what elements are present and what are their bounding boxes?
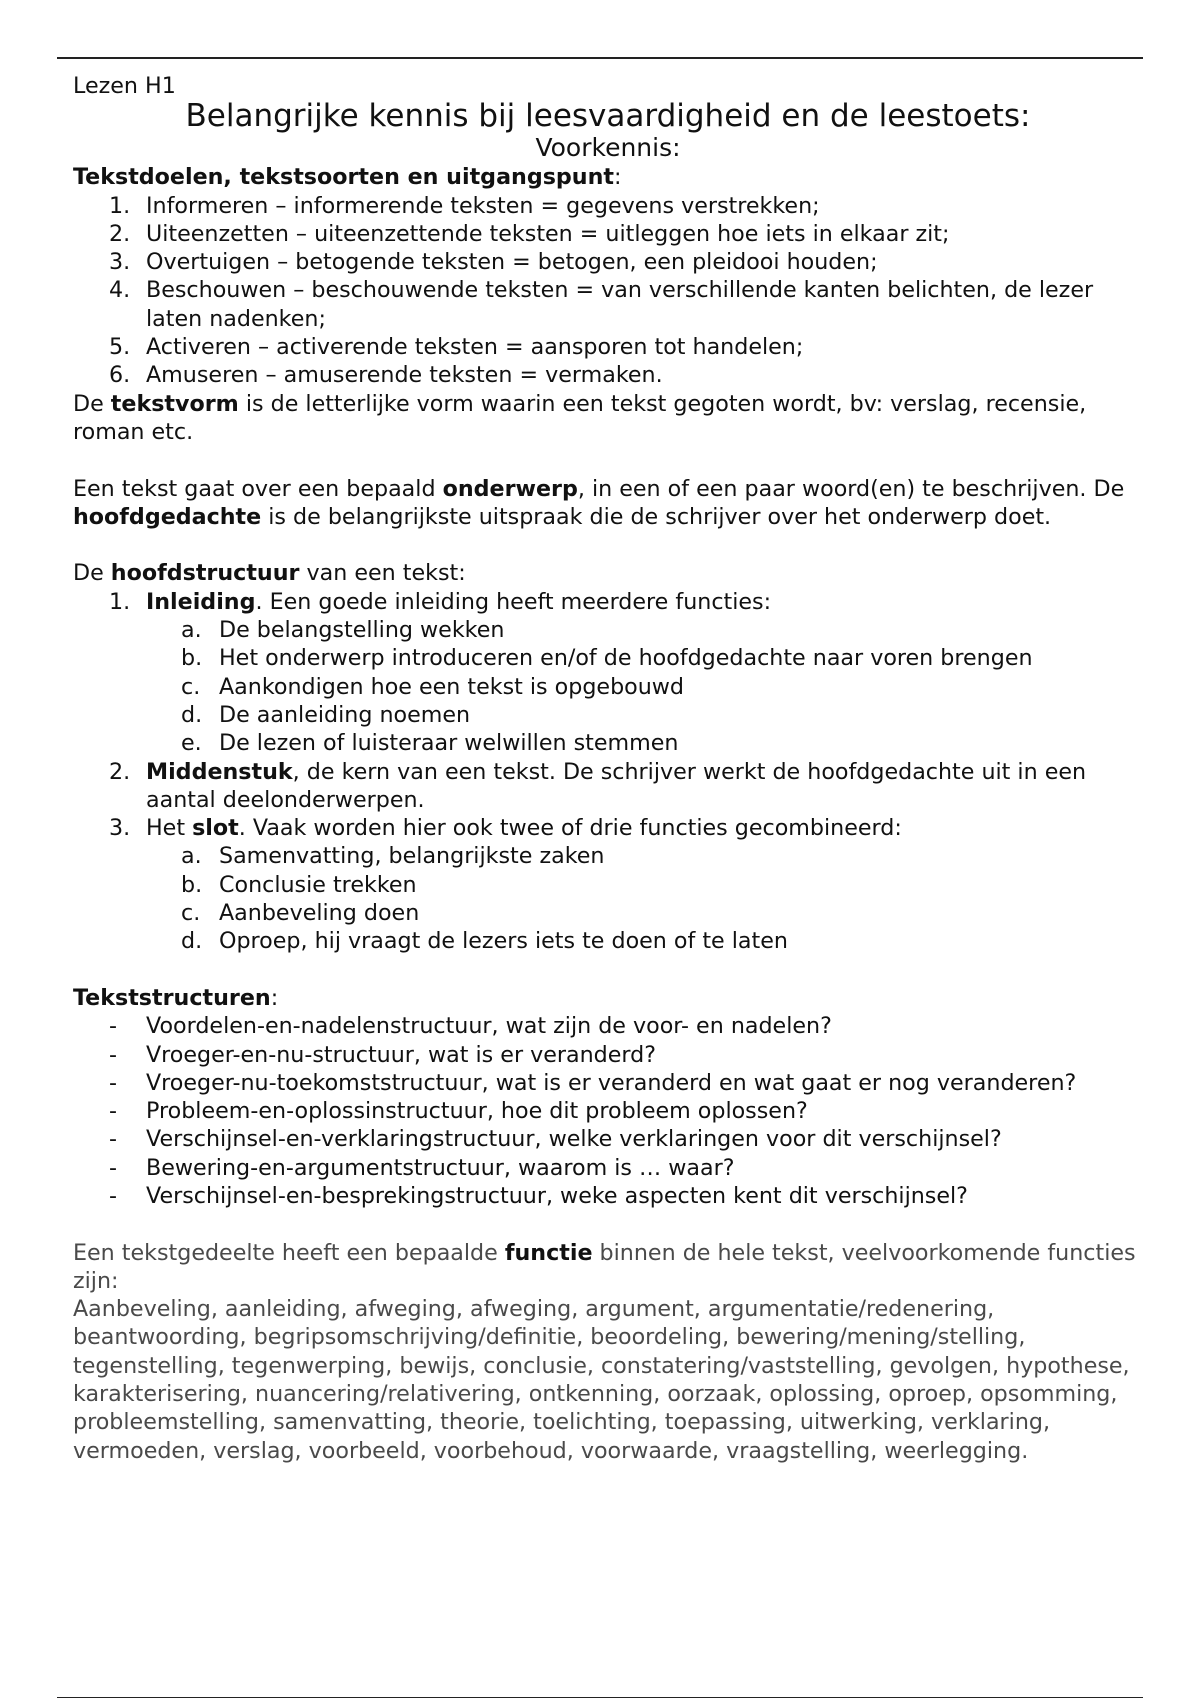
functie-paragraph: Een tekstgedeelte heeft een bepaalde functie binnen de hele tekst, veelvoorkomende functies zijn: bbox=[73, 1239, 1136, 1294]
slot-sublist bbox=[146, 842, 1143, 955]
spacer bbox=[73, 1210, 1143, 1238]
sub-list-item: b. Conclusie trekken bbox=[181, 871, 417, 898]
spacer bbox=[73, 956, 1143, 984]
sub-list-item: b. Het onderwerp introduceren en/of de hoofdgedachte naar voren brengen bbox=[181, 645, 1033, 672]
list-item: 3. Overtuigen – betogende teksten = betogen, een pleidooi houden; bbox=[109, 249, 878, 276]
inleiding-sublist bbox=[146, 616, 1143, 757]
tekstdoelen-heading: Tekstdoelen, tekstsoorten en uitgangspunt: bbox=[73, 164, 622, 191]
list-item-slot: 3. Het slot. Vaak worden hier ook twee of drie functies gecombineerd: a. Samenvatting, belangrijkste zaken b. Conclusie trekken c. Aanbeveling doen d. Oproep, hij vraagt de lezers iets te doen of te laten bbox=[73, 814, 1143, 955]
sub-list-item: a. De belangstelling wekken bbox=[181, 617, 505, 644]
list-item-inleiding: 1. Inleiding. Een goede inleiding heeft meerdere functies: a. De belangstelling wekken b. Het onderwerp introduceren en/of de hoofdgedachte naar voren brengen c. Aankondigen hoe een tekst is opgebouwd d. De aanleiding noemen e. De lezen of luisteraar welwillen stemmen bbox=[73, 588, 1143, 758]
list-item: - Bewering-en-argumentstructuur, waarom is … waar? bbox=[109, 1154, 735, 1181]
spacer bbox=[73, 446, 1143, 474]
list-item-middenstuk: 2. Middenstuk, de kern van een tekst. De schrijver werkt de hoofdgedachte uit in een aantal deelonderwerpen. bbox=[109, 758, 1087, 813]
tekstvorm-paragraph: De tekstvorm is de letterlijke vorm waarin een tekst gegoten wordt, bv: verslag, recensie, roman etc. bbox=[73, 390, 1087, 445]
list-item: 6. Amuseren – amuserende teksten = vermaken. bbox=[109, 362, 663, 389]
functies-list-paragraph: Aanbeveling, aanleiding, afweging, afweging, argument, argumentatie/redenering, beantwoording, begripsomschrijving/definitie, beoordeling, bewering/mening/stelling, tegenstelling, tegenwerping, bewijs, conclusie, constatering/vaststelling, gevolgen, hypothese, karakterisering, nuancering/relativering, ontkenning, oorzaak, oplossing, oproep, opsomming, probleemstelling, samenvatting, theorie, toelichting, toepassing, uitwerking, verklaring, vermoeden, verslag, voorbeeld, voorbehoud, voorwaarde, vraagstelling, weerlegging. bbox=[73, 1296, 1130, 1464]
tekststructuren-list bbox=[73, 1012, 1143, 1210]
page-title: Belangrijke kennis bij leesvaardigheid en de leestoets: bbox=[185, 98, 1031, 135]
list-item: - Vroeger-nu-toekomststructuur, wat is er veranderd en wat gaat er nog veranderen? bbox=[109, 1069, 1077, 1096]
list-item: - Voordelen-en-nadelenstructuur, wat zijn de voor- en nadelen? bbox=[109, 1013, 832, 1040]
onderwerp-paragraph: Een tekst gaat over een bepaald onderwerp, in een of een paar woord(en) te beschrijven. De hoofdgedachte is de belangrijkste uitspraak die de schrijver over het onderwerp doet. bbox=[73, 475, 1125, 530]
sub-list-item: c. Aankondigen hoe een tekst is opgebouwd bbox=[181, 673, 685, 700]
sub-list-item: d. Oproep, hij vraagt de lezers iets te doen of te laten bbox=[181, 928, 788, 955]
list-item: - Verschijnsel-en-besprekingstructuur, weke aspecten kent dit verschijnsel? bbox=[109, 1182, 968, 1209]
sub-list-item: c. Aanbeveling doen bbox=[181, 900, 420, 927]
sub-list-item: a. Samenvatting, belangrijkste zaken bbox=[181, 843, 605, 870]
list-item: - Probleem-en-oplossinstructuur, hoe dit probleem oplossen? bbox=[109, 1098, 808, 1125]
list-item: 5. Activeren – activerende teksten = aansporen tot handelen; bbox=[109, 334, 804, 361]
list-item: 2. Uiteenzetten – uiteenzettende teksten = uitleggen hoe iets in elkaar zit; bbox=[109, 220, 950, 247]
top-rule bbox=[57, 57, 1143, 59]
sub-list-item: e. De lezen of luisteraar welwillen stemmen bbox=[181, 730, 679, 757]
list-item: - Vroeger-en-nu-structuur, wat is er veranderd? bbox=[109, 1041, 657, 1068]
list-item: 1. Informeren – informerende teksten = gegevens verstrekken; bbox=[109, 192, 820, 219]
hoofdstructuur-list bbox=[73, 588, 1143, 956]
bottom-rule bbox=[57, 1697, 1143, 1698]
sub-list-item: d. De aanleiding noemen bbox=[181, 701, 471, 728]
course-label: Lezen H1 bbox=[73, 73, 176, 99]
hoofdstructuur-intro: De hoofdstructuur van een tekst: bbox=[73, 560, 466, 587]
list-item: 4. Beschouwen – beschouwende teksten = van verschillende kanten belichten, de lezer laten nadenken; bbox=[109, 277, 1094, 332]
tekststructuren-heading: Tekststructuren: bbox=[73, 984, 279, 1011]
spacer bbox=[73, 531, 1143, 559]
list-item: - Verschijnsel-en-verklaringstructuur, welke verklaringen voor dit verschijnsel? bbox=[109, 1126, 1002, 1153]
document-page bbox=[73, 72, 1143, 1465]
tekstdoelen-list bbox=[73, 192, 1143, 390]
page-subtitle: Voorkennis: bbox=[535, 133, 681, 163]
